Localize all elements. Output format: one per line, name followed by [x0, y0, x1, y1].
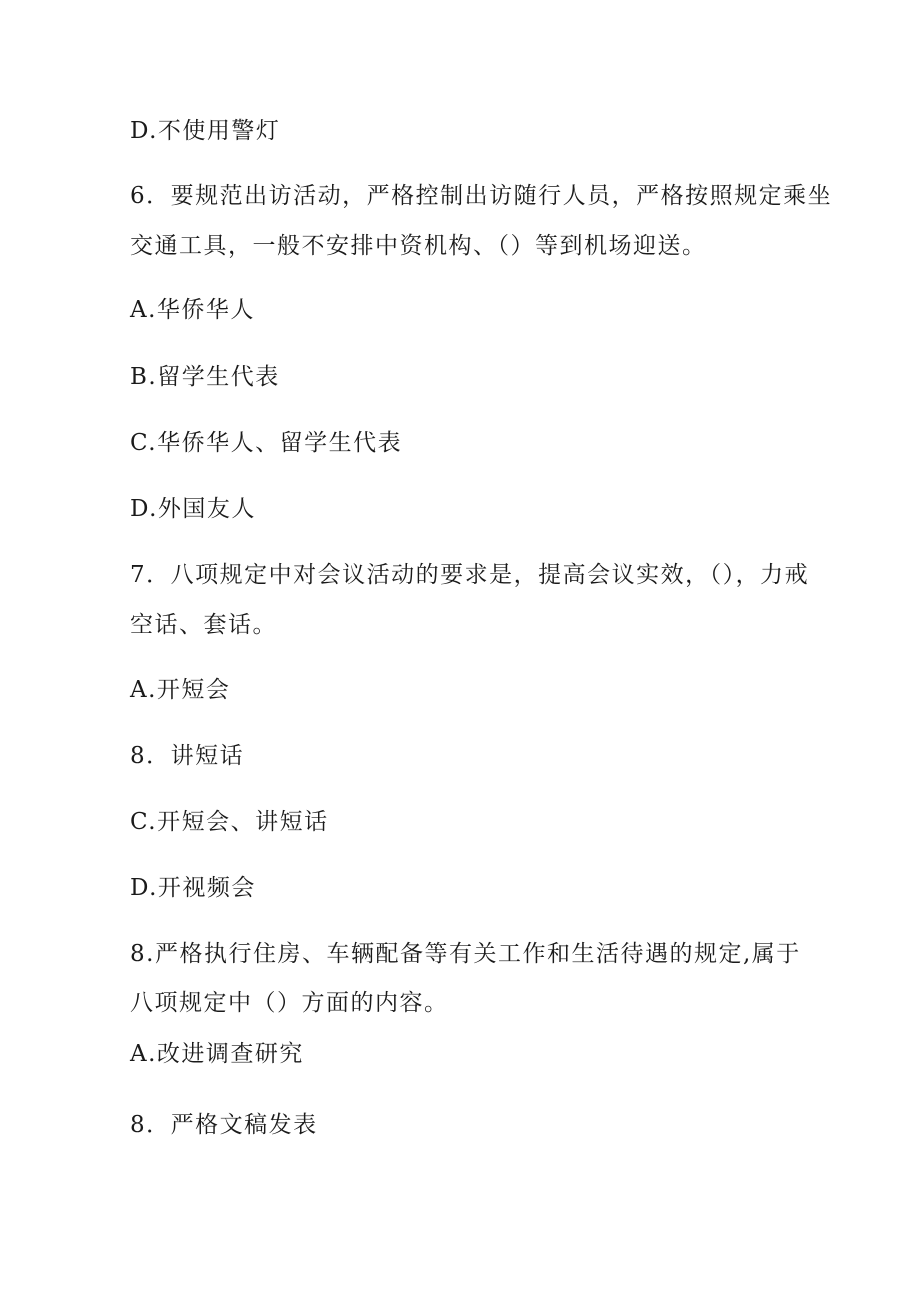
option-a-q6: A.华侨华人: [130, 297, 255, 323]
option-d-q7: D.开视频会: [130, 875, 256, 901]
option-c-q6: C.华侨华人、留学生代表: [130, 430, 403, 456]
option-d-q5: D.不使用警灯: [130, 118, 281, 144]
option-b-q8: 8．严格文稿发表: [130, 1112, 318, 1138]
option-b-q6: B.留学生代表: [130, 364, 280, 390]
question-8-line-1: 8.严格执行住房、车辆配备等有关工作和生活待遇的规定,属于: [130, 941, 801, 967]
option-d-q6: D.外国友人: [130, 496, 256, 522]
option-a-q7: A.开短会: [130, 677, 231, 703]
question-6-line-2: 交通工具，一般不安排中资机构、（）等到机场迎送。: [130, 233, 707, 259]
question-7-line-1: 7．八项规定中对会议活动的要求是，提高会议实效，（），力戒: [130, 562, 810, 588]
option-b-q7: 8．讲短话: [130, 743, 245, 769]
question-8-line-2: 八项规定中（）方面的内容。: [130, 990, 449, 1016]
question-7-line-2: 空话、套话。: [130, 612, 277, 638]
option-a-q8: A.改进调查研究: [130, 1041, 304, 1067]
option-c-q7: C.开短会、讲短话: [130, 809, 329, 835]
question-6-line-1: 6．要规范出访活动，严格控制出访随行人员，严格按照规定乘坐: [130, 183, 833, 209]
